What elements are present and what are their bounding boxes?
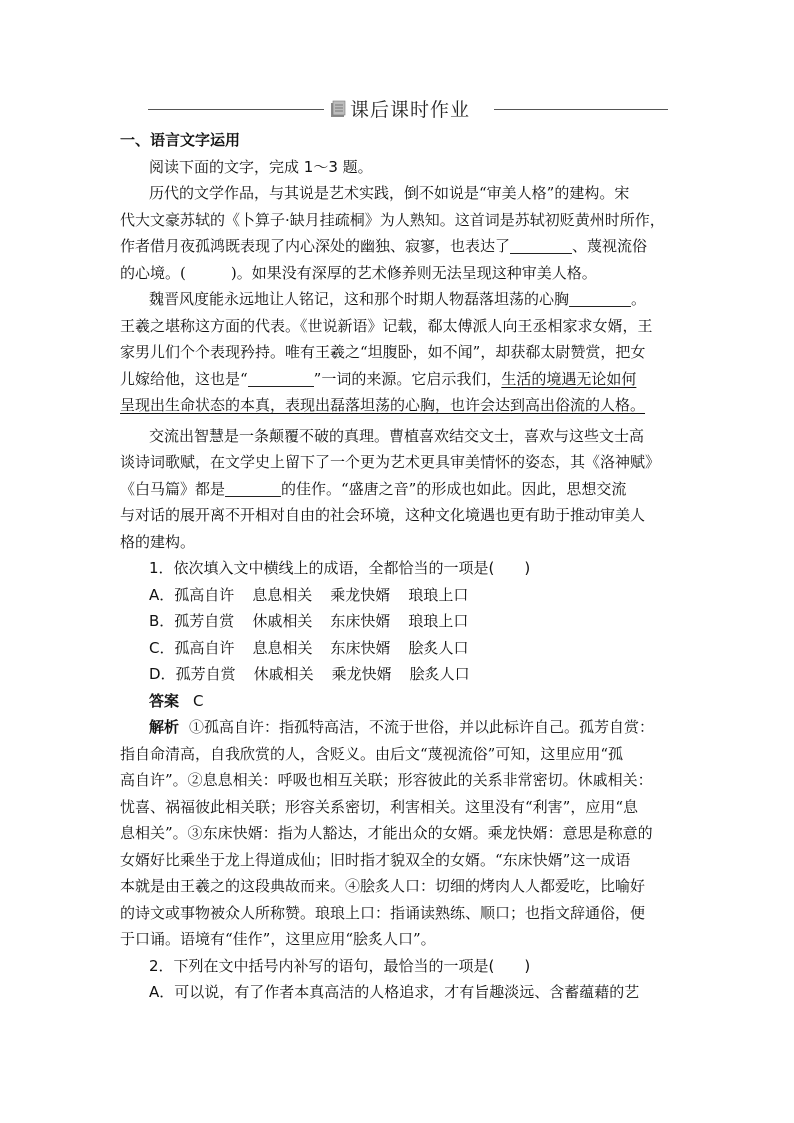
question-stem: 1．依次填入文中横线上的成语，全都恰当的一项是( ): [149, 559, 531, 577]
section-header: [148, 96, 668, 124]
passage-text: 、蔑视流俗: [572, 237, 648, 255]
book-icon: [330, 100, 346, 118]
fill-blank-3[interactable]: [248, 370, 314, 387]
fill-blank-2[interactable]: [569, 290, 631, 307]
content: [120, 127, 680, 1006]
analysis-line: [120, 714, 680, 741]
underlined-sentence: 生活的境遇无论如何: [501, 369, 637, 388]
passage-line: 代大文豪苏轼的《卜算子·缺月挂疏桐》为人熟知。这首词是苏轼初贬黄州时所作，: [120, 210, 665, 229]
option-word: 脍炙人口: [408, 638, 469, 657]
passage-line: 格的建构。: [120, 532, 196, 551]
option-c[interactable]: [120, 635, 680, 662]
analysis-line: 忧喜、祸福彼此相关联；形容关系密切，利害相关。这里没有“利害”，应用“息: [120, 797, 639, 816]
answer-label: 答案: [149, 691, 180, 710]
option-a[interactable]: A．可以说，有了作者本真高洁的人格追求，才有旨趣淡远、含蓄蕴藉的艺: [149, 983, 640, 1001]
question-2: [120, 953, 680, 1006]
analysis-line: 女婿好比乘坐于龙上得道成仙；旧时指才貌双全的女婿。“东床快婿”这一成语: [120, 850, 631, 869]
option-word: 东床快婿: [330, 612, 391, 630]
passage-line: 交流出智慧是一条颠覆不破的真理。曹植喜欢结交文士，喜欢与这些文士高: [149, 426, 645, 445]
option-b[interactable]: [120, 608, 680, 635]
analysis-line: 本就是由王羲之的这段典故而来。④脍炙人口：切细的烤肉人人都爱吃，比喻好: [120, 877, 646, 895]
option-word: 脍炙人口: [409, 665, 470, 683]
answer-value: C: [193, 691, 204, 710]
option-label: B．: [149, 612, 175, 630]
analysis-label: 解析: [149, 718, 180, 736]
option-word: 孤高自许: [174, 638, 235, 657]
header-title: 课后课时作业: [350, 99, 471, 121]
passage-text: 魏晋风度能永远地让人铭记，这和那个时期人物磊落坦荡的心胸: [149, 290, 570, 308]
passage-line: [120, 476, 680, 503]
passage-line: [120, 233, 680, 260]
analysis-line: 指自命清高，自我欣赏的人，含贬义。由后文“蔑视流俗”可知，这里应用“孤: [120, 744, 624, 763]
option-d[interactable]: [120, 661, 680, 688]
answer-row: [120, 688, 680, 715]
underlined-sentence: 呈现出生命状态的本真，表现出磊落坦荡的心胸，也许会达到高出俗流的人格。: [120, 396, 646, 414]
passage-text: 。: [631, 290, 647, 308]
fill-blank-1[interactable]: [510, 237, 572, 254]
question-1: [120, 555, 680, 953]
passage-line: 王羲之堪称这方面的代表。《世说新语》记载，郗太傅派人向王丞相家求女婿，王: [120, 316, 653, 335]
option-word: 琅琅上口: [408, 585, 469, 604]
section-title: 一、语言文字运用: [120, 131, 241, 149]
option-a[interactable]: [120, 582, 680, 609]
passage: [120, 180, 680, 555]
option-label: D．: [149, 665, 176, 683]
option-label: A．: [149, 585, 175, 604]
option-word: 乘龙快婿: [330, 585, 391, 604]
header-rule-left: [148, 109, 324, 110]
reading-intro: 阅读下面的文字，完成 1～3 题。: [149, 157, 373, 176]
passage-line: 的心境。( )。如果没有深厚的艺术修养则无法呈现这种审美人格。: [120, 263, 597, 282]
passage-line: [120, 286, 680, 313]
passage-text: 《白马篇》都是: [120, 479, 226, 498]
analysis-line: 的诗文或事物被众人所称赞。琅琅上口：指诵读熟练、顺口；也指文辞通俗，便: [120, 903, 646, 922]
option-word: 息息相关: [252, 638, 313, 657]
analysis-line: 高自许”。②息息相关：呼吸也相互关联；形容彼此的关系非常密切。休戚相关：: [120, 771, 653, 789]
passage-text: ”一词的来源。它启示我们，: [313, 369, 502, 388]
passage-line: 谈诗词歌赋，在文学史上留下了一个更为艺术更具审美情怀的姿态，其《洛神赋》: [120, 453, 661, 471]
option-word: 孤芳自赏: [175, 665, 236, 683]
analysis-line: 息相关”。③东床快婿：指为人豁达，才能出众的女婿。乘龙快婿：意思是称意的: [120, 824, 653, 842]
option-word: 孤高自许: [174, 585, 235, 604]
option-word: 息息相关: [252, 585, 313, 604]
passage-line: 家男儿们个个表现矜持。唯有王羲之“坦腹卧，如不闻”，却获郗太尉赞赏，把女: [120, 343, 646, 361]
passage-line: [120, 366, 680, 393]
analysis-line: 于口诵。语境有“佳作”，这里应用“脍炙人口”。: [120, 930, 436, 948]
option-word: 乘龙快婿: [331, 665, 392, 683]
option-word: 琅琅上口: [408, 612, 469, 630]
passage-text: 的佳作。“盛唐之音”的形成也如此。因此，思想交流: [281, 479, 627, 498]
header-rule-right: [494, 109, 668, 110]
fill-blank-4[interactable]: [225, 480, 281, 497]
option-word: 孤芳自赏: [174, 612, 235, 630]
option-word: 休戚相关: [253, 665, 314, 683]
passage-text: 作者借月夜孤鸿既表现了内心深处的幽独、寂寥，也表达了: [120, 237, 511, 255]
passage-line: 与对话的展开离不开相对自由的社会环境，这种文化境遇也更有助于推动审美人: [120, 506, 646, 524]
option-word: 东床快婿: [330, 638, 391, 657]
passage-line: 历代的文学作品，与其说是艺术实践，倒不如说是“审美人格”的建构。宋: [149, 184, 630, 202]
passage-text: 儿嫁给他，这也是“: [120, 369, 248, 388]
analysis-text: ①孤高自许：指孤特高洁，不流于世俗，并以此标许自己。孤芳自赏：: [189, 718, 655, 736]
question-stem: 2．下列在文中括号内补写的语句，最恰当的一项是( ): [149, 956, 531, 975]
option-label: C．: [149, 638, 175, 657]
option-word: 休戚相关: [252, 612, 313, 630]
